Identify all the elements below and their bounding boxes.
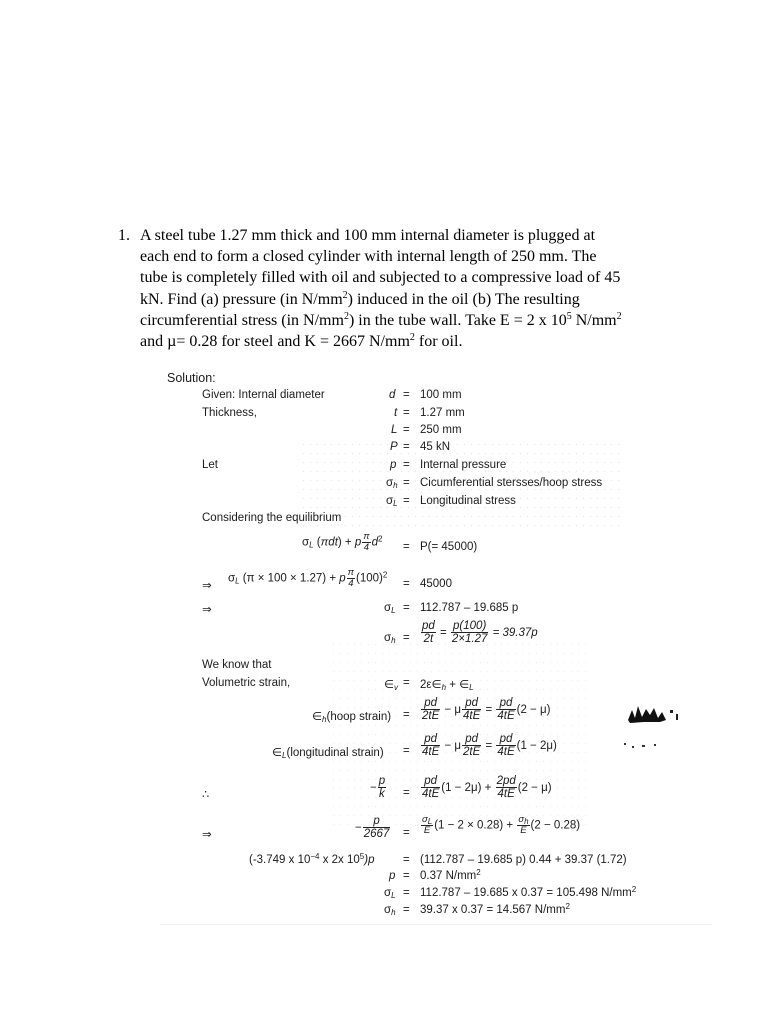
equation-3-rhs: 112.787 – 19.685 p (420, 602, 519, 614)
equation-2-lhs: $\sigma_L$ (π × 100 × 1.27) + p $\frac{\pi}{4}$ $(100)^2$ (228, 567, 388, 589)
value-sigma-h: Cicumferential stersses/hoop stress (420, 477, 603, 489)
implies-symbol: ⇒ (202, 604, 212, 616)
scan-artifact (622, 740, 662, 752)
considering-label: Considering the equilibrium (202, 512, 342, 524)
value-t: 1.27 mm (420, 407, 465, 419)
volumetric-relation-lhs: − $\frac{p}{k}$ (370, 775, 386, 800)
longitudinal-stress-result: 112.787 – 19.685 x 0.37 = 105.498 $N/mm^2$ (420, 885, 637, 899)
symbol-t: t (394, 407, 398, 419)
longitudinal-strain-expression: $\frac{pd}{4tE}$ − μ $\frac{pd}{2tE}$ = $\frac{pd}{4tE}$ (1 − 2μ) (422, 733, 557, 758)
volumetric-strain-expression: $2\varepsilon\in_h$ + $\in_L$ (420, 679, 474, 692)
value-sigma-L: Longitudinal stress (420, 495, 516, 507)
substitution-rhs: $\frac{\sigma_L}{E}$ (1 − 2 × 0.28) + $\frac{\sigma_h}{E}$ (2 − 0.28) (422, 814, 581, 836)
volumetric-relation-rhs: $\frac{pd}{4tE}$ (1 − 2μ) + $\frac{2pd}{4tE}$ (2 − μ) (422, 775, 552, 800)
symbol-d: d (389, 389, 396, 401)
problem-line-1: A steel tube 1.27 mm thick and 100 mm internal diameter is plugged at (140, 227, 596, 244)
symbol-P: P (390, 441, 398, 453)
symbol-L: L (391, 424, 398, 436)
equation-2-rhs: 45000 (420, 578, 452, 590)
symbol-sigma-h: $\sigma_h$ (386, 477, 398, 490)
problem-line-2: each end to form a closed cylinder with internal length of 250 mm. The (140, 248, 597, 265)
final-equation-lhs: (-3.749 x $10^{-4}$ x 2x $10^5)p$ (249, 852, 375, 866)
therefore-symbol: ∴ (202, 789, 210, 801)
thickness-label: Thickness, (202, 407, 257, 419)
hoop-strain-expression: $\frac{pd}{2tE}$ − μ $\frac{pd}{4tE}$ = $\frac{pd}{4tE}$ (2 − μ) (422, 697, 551, 722)
solution-block: Solution: Given: Internal diameter Thickness, Let d = 100 mm t = 1.27 mm L = 250 mm P = 45 kN p = Internal pressure $\sigma_h$ = Cicumferential stersses/hoop stress $\sigma_L$ = Longitudinal stress Considering the equilibrium $\sigma_L$ (πdt) + p $\frac{\pi}{4}$ $d^2$ = P(= 45000) ⇒ $\sigma_L$ (π × 100 × 1.27) + p $\frac{\pi}{4}$ $(100)^2$ = 45000 ⇒ $\sigma_L$ = 112.787 – 19.685 p $\sigma_h$ = $\frac{pd}{2t}$ = $\frac{p(100)}{2\times 1.27}$ = 39.37p We know that Volumetric strain, $\in_v$ = $2\varepsilon\in_h$ + $\in_L$ $\in_h(hoop$ strain) = $\frac{pd}{2tE}$ − μ $\frac{pd}{4tE}$ = $\frac{pd}{4tE}$ (2 − μ) $\in_L(longitudinal$ strain) = $\frac{pd}{4tE}$ − μ $\frac{pd}{2tE}$ = $\frac{pd}{4tE}$ (1 − 2μ) ∴ − $\frac{p}{k}$ = $\frac{pd}{4tE}$ (1 − 2μ) + $\frac{2pd}{4tE}$ (2 − μ) ⇒ − $\frac{p}{2667}$ = $\frac{\sigma_L}{E}$ (1 − 2 × 0.28) + $\frac{\sigma_h}{E}$ (2 − 0.28) (-3.749 x $10^{-4}$ x 2x $10^5)p$ = (112.787 – 19.685 p) 0.44 + 39.37 (1.72) p = 0.37 $N/mm^2$ $\sigma_L$ = 112.787 – 19.685 x 0.37 = 105.498 $N/mm^2$ $\sigma_h$ = 39.37 x 0.37 = 14.567 $N/mm^2$ (0, 0, 768, 1024)
solution-heading: Solution: (167, 371, 216, 385)
problem-line-5: circumferential stress (in $N/mm^2$) in the tube wall. Take E = 2 x $10^5$ $N/mm^2$ (140, 311, 622, 329)
hoop-strain-label: $\in_h(hoop$ strain) (312, 711, 392, 724)
problem-number: 1. (118, 227, 130, 244)
substitution-lhs: − $\frac{p}{2667}$ (355, 815, 390, 840)
equilibrium-rhs: P(= 45000) (420, 541, 478, 553)
symbol-sigma-L: $\sigma_L$ (386, 495, 398, 508)
implies-symbol: ⇒ (202, 829, 212, 841)
value-p: Internal pressure (420, 459, 507, 471)
pressure-result: 0.37 $N/mm^2$ (420, 868, 481, 882)
let-label: Let (202, 459, 218, 471)
hoop-stress-expression: $\frac{pd}{2t}$ = $\frac{p(100)}{2\times 1.27}$ = 39.37p (422, 620, 538, 645)
final-equation-rhs: (112.787 – 19.685 p) 0.44 + 39.37 (1.72) (420, 854, 627, 866)
hoop-stress-result: 39.37 x 0.37 = 14.567 $N/mm^2$ (420, 902, 570, 916)
scan-divider (160, 924, 712, 925)
we-know-label: We know that (202, 659, 272, 671)
value-L: 250 mm (420, 424, 462, 436)
value-P: 45 kN (420, 441, 451, 453)
value-d: 100 mm (420, 389, 462, 401)
equilibrium-lhs: $\sigma_L$ (πdt) + p $\frac{\pi}{4}$ $d^2$ (302, 531, 383, 553)
symbol-p: p (390, 459, 397, 471)
scan-artifact (624, 700, 684, 730)
volumetric-label: Volumetric strain, (202, 677, 291, 689)
implies-symbol: ⇒ (202, 580, 212, 592)
problem-line-4: kN. Find (a) pressure (in $N/mm^2$) induced in the oil (b) The resulting (140, 290, 580, 308)
problem-line-6: and µ= 0.28 for steel and K = 2667 $N/mm^2$ for oil. (140, 332, 463, 350)
given-label: Given: Internal diameter (202, 389, 325, 401)
longitudinal-strain-label: $\in_L(longitudinal$ strain) (272, 747, 384, 760)
problem-line-3: tube is completely filled with oil and subjected to a compressive load of 45 (140, 269, 621, 286)
